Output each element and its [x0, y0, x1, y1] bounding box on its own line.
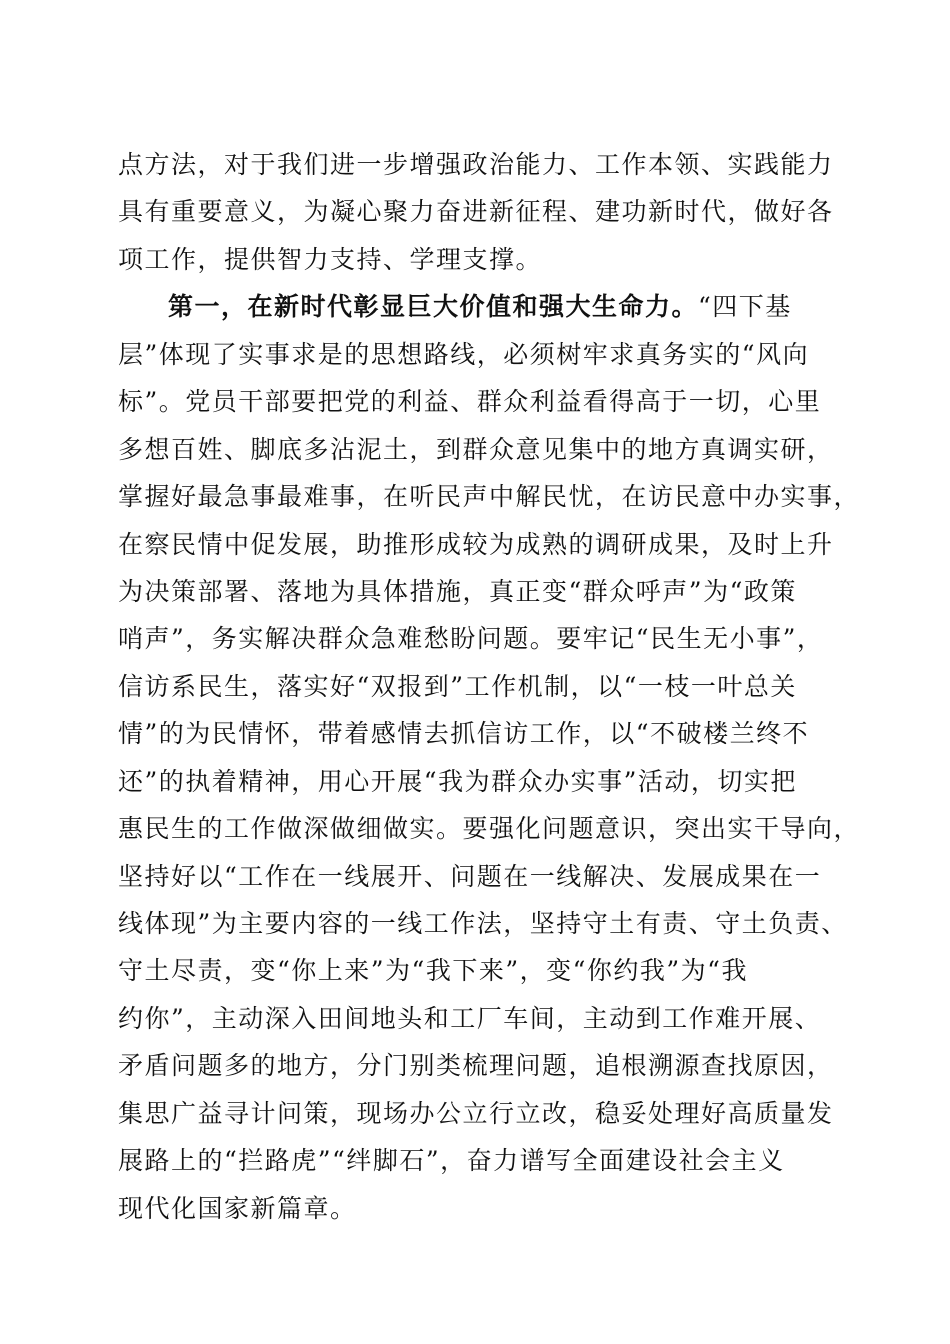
text-line: 哨声”，务实解决群众急难愁盼问题。要牢记“民生无小事”， — [118, 624, 824, 654]
text-line: 现代化国家新篇章。 — [118, 1193, 357, 1223]
paragraph-first-line — [118, 283, 838, 330]
text-line: 为决策部署、落地为具体措施，真正变“群众呼声”为“政策 — [118, 576, 797, 606]
text-line: 点方法，对于我们进一步增强政治能力、工作本领、实践能力 — [118, 150, 834, 179]
text-line: 项工作，提供智力支持、学理支撑。 — [118, 244, 543, 274]
text-line: 层”体现了实事求是的思想路线，必须树牢求真务实的“风向 — [118, 339, 810, 369]
text-line: 信访系民生，落实好“双报到”工作机制，以“一枝一叶总关 — [118, 671, 797, 701]
text-line: 守土尽责，变“你上来”为“我下来”，变“你约我”为“我 — [118, 956, 748, 986]
text-line: 线体现”为主要内容的一线工作法，坚持守土有责、守土负责、 — [118, 909, 848, 938]
heading-line-rest: “四下基 — [698, 292, 792, 322]
text-line: 展路上的“拦路虎”“绊脚石”，奋力谱写全面建设社会主义 — [118, 1146, 785, 1176]
text-line: 集思广益寻计问策，现场办公立行立改，稳妥处理好高质量发 — [118, 1098, 834, 1128]
text-line: 情”的为民情怀，带着感情去抓信访工作，以“不破楼兰终不 — [118, 719, 810, 749]
text-line: 多想百姓、脚底多沾泥土，到群众意见集中的地方真调实研， — [118, 434, 834, 464]
text-line: 约你”，主动深入田间地头和工厂车间，主动到工作难开展、 — [118, 1003, 822, 1033]
paragraph-2 — [118, 283, 861, 1232]
text-line: 矛盾问题多的地方，分门别类梳理问题，追根溯源查找原因， — [118, 1051, 834, 1081]
body-text — [118, 141, 861, 1232]
text-line: 在察民情中促发展，助推形成较为成熟的调研成果，及时上升 — [118, 529, 834, 559]
paragraph-1 — [118, 141, 838, 283]
text-line: 惠民生的工作做深做细做实。要强化问题意识，突出实干导向， — [118, 814, 861, 844]
text-line: 掌握好最急事最难事，在听民声中解民忧，在访民意中办实事， — [118, 482, 861, 512]
text-line: 标”。党员干部要把党的利益、群众利益看得高于一切，心里 — [118, 387, 822, 417]
text-line: 具有重要意义，为凝心聚力奋进新征程、建功新时代，做好各 — [118, 197, 834, 227]
paragraph-heading: 第一，在新时代彰显巨大价值和强大生命力。 — [168, 292, 699, 322]
text-line: 坚持好以“工作在一线展开、问题在一线解决、发展成果在一 — [118, 861, 822, 891]
text-line: 还”的执着精神，用心开展“我为群众办实事”活动，切实把 — [118, 766, 797, 796]
